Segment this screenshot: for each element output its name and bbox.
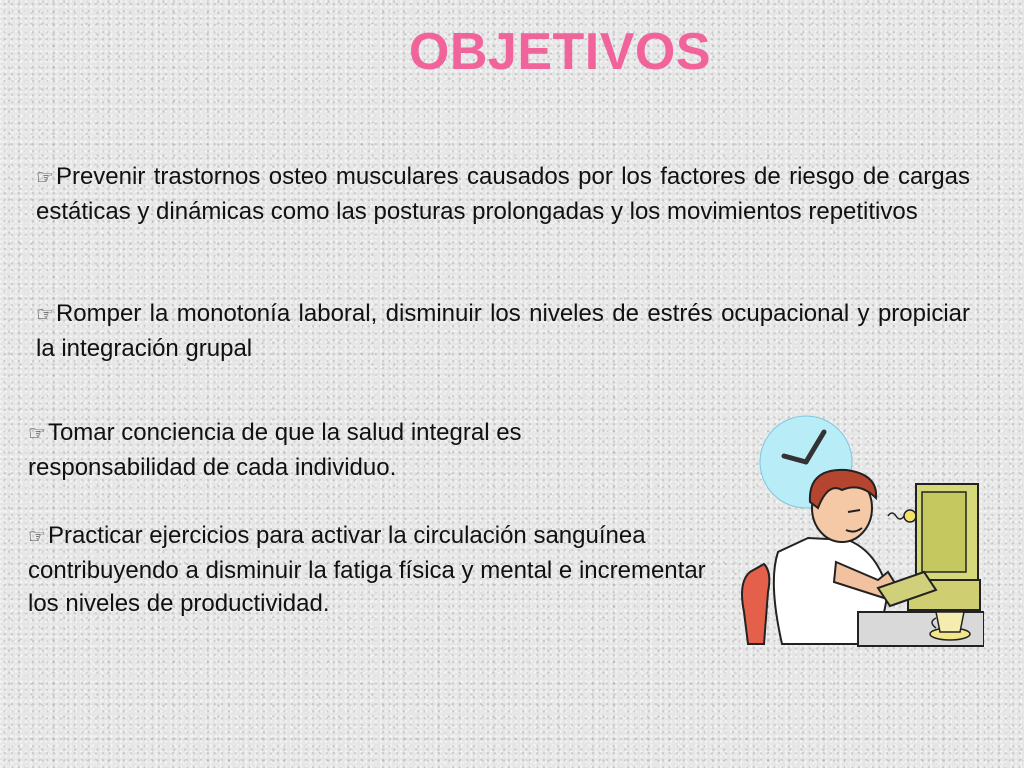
objective-item bbox=[36, 297, 970, 365]
objective-item bbox=[28, 519, 708, 620]
objective-text: Romper la monotonía laboral, disminuir los niveles de estrés ocupacional y propiciar la integración grupal bbox=[36, 300, 970, 362]
objective-item bbox=[36, 160, 970, 228]
objective-item bbox=[28, 416, 668, 484]
objective-text: Tomar conciencia de que la salud integral es responsabilidad de cada individuo. bbox=[28, 419, 522, 481]
pointing-hand-icon: ☞ bbox=[36, 304, 54, 326]
objective-text: Practicar ejercicios para activar la circulación sanguínea contribuyendo a disminuir la fatiga física y mental e incrementar los niveles de productividad. bbox=[28, 522, 706, 617]
pointing-hand-icon: ☞ bbox=[28, 526, 46, 548]
pointing-hand-icon: ☞ bbox=[36, 167, 54, 189]
slide-title: OBJETIVOS bbox=[408, 23, 712, 81]
office-worker-illustration bbox=[738, 412, 984, 652]
pointing-hand-icon: ☞ bbox=[28, 423, 46, 445]
objective-text: Prevenir trastornos osteo musculares causados por los factores de riesgo de cargas estáticas y dinámicas como las posturas prolongadas y los movimientos repetitivos bbox=[36, 163, 970, 225]
